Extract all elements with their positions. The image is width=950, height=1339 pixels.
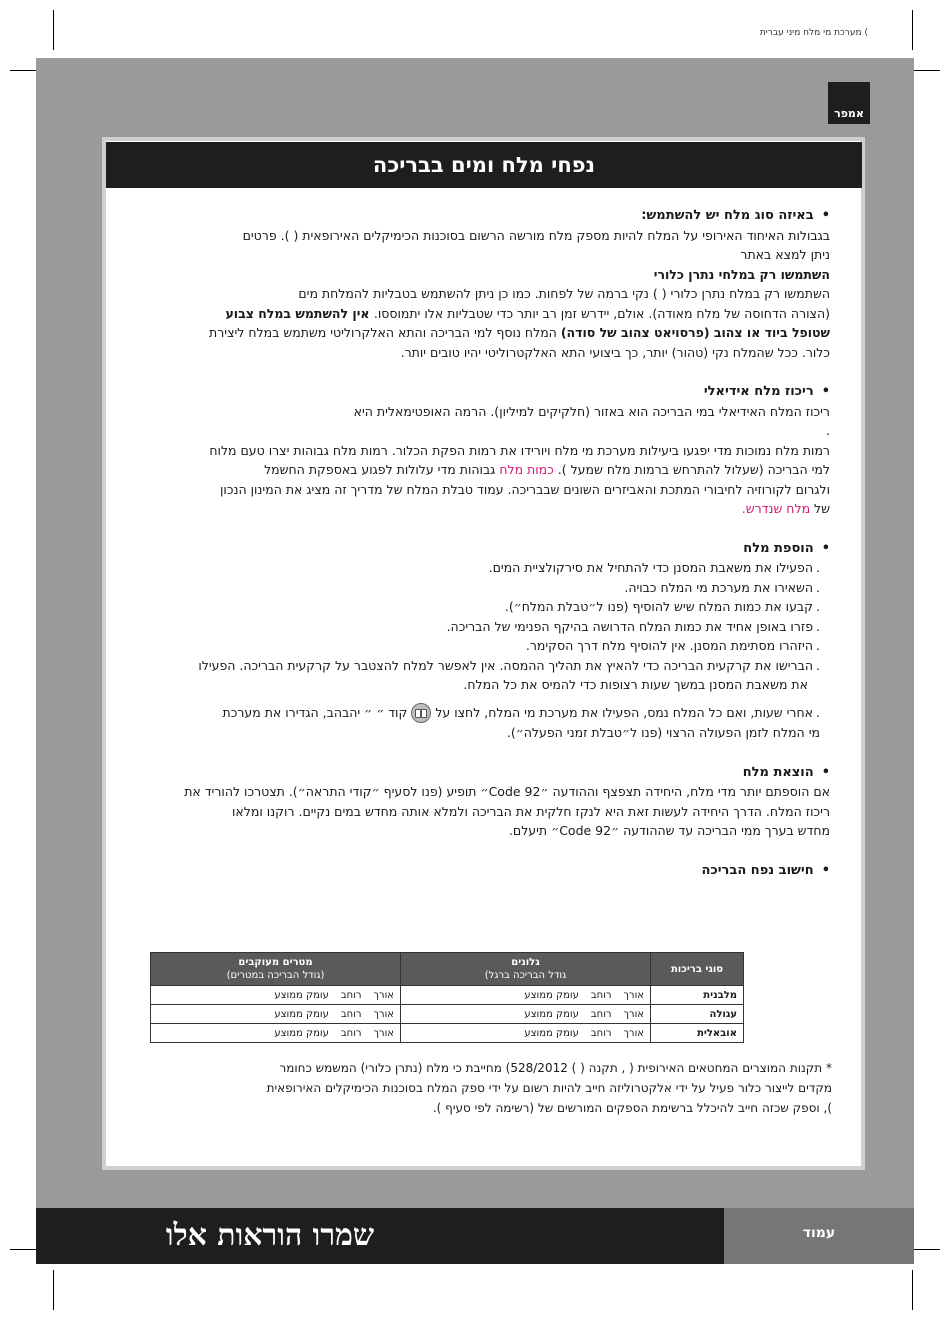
step-item: .קבעו את כמות המלח שיש להוסיף (פנו ל״טבלת המלח״). bbox=[504, 599, 820, 614]
crop-mark bbox=[53, 10, 54, 50]
meters-cell: אורך רוחב עומק ממוצע bbox=[151, 1005, 401, 1024]
pool-type-cell: מלבנית bbox=[651, 986, 744, 1005]
gallons-cell: אורך רוחב עומק ממוצע bbox=[401, 1024, 651, 1043]
pool-volume-table bbox=[150, 952, 744, 1043]
language-tab: אמפר bbox=[828, 82, 870, 124]
paragraph-line: של מלח שנדרש. bbox=[741, 501, 830, 516]
step-item-continued: מי המלח לזמן הפעולה הרצוי (פנו ל״טבלת זמני הפעלה״). bbox=[506, 725, 820, 740]
step-item: .השאירו את מערכת מי המלח כבויה. bbox=[624, 579, 820, 595]
pause-button-icon bbox=[411, 703, 431, 723]
paragraph-line: ולגרום לקורוזיה לחיבורי המתכת והאביזרים השונים שבבריכה. עמוד טבלת המלח של מדריך זה מציג את המינון הנכון bbox=[220, 481, 830, 497]
footnote-line: ), וספק שכזה חייב להיכלל ברשימת הספקים המורשים של (רשימה לפי סעיף ). bbox=[432, 1101, 832, 1115]
paragraph-line: כלור. ככל שהמלח נקי (טהור) יותר, כך ביצועי התא האלקטרוליטי יהיו טובים יותר. bbox=[400, 344, 830, 360]
page-number-label: עמוד bbox=[802, 1225, 836, 1241]
bullet-icon: • bbox=[821, 862, 830, 878]
crop-mark bbox=[53, 1270, 54, 1310]
step-item: .פזרו באופן אחיד את כמות המלח הדרושה בהיקף הפנימי של הבריכה. bbox=[446, 618, 820, 634]
running-header: ) מערכת מי מלח מיני עברית bbox=[759, 28, 868, 38]
bullet-icon: • bbox=[821, 208, 830, 223]
main-content bbox=[134, 206, 830, 880]
pool-type-cell: עגולה bbox=[651, 1005, 744, 1024]
page-title: נפחי מלח ומים בבריכה bbox=[106, 142, 862, 188]
column-header-type: סוגי בריכות bbox=[651, 953, 744, 986]
crop-mark bbox=[912, 1270, 913, 1310]
paragraph-line: למי הבריכה (שעלול להתרחש ברמות מלח שמעל ). כמות מלח גבוהות מדי עלולות לפגוע באספקת החשמל bbox=[264, 462, 830, 477]
footnote bbox=[150, 1058, 832, 1118]
footnote-line: מקדים לייצור כלור פעיל על ידי אלקטרוליזה חייב להיות רשום על ידי ספק המלח בסוכנות הכימיקלים האירופאית bbox=[266, 1081, 832, 1095]
paragraph-line: בגבולות האיחוד האירופי על המלח להיות מספק מלח מורשה הרשום בסוכנות הכימיקלים האירופאית ( ). פרטים bbox=[242, 227, 830, 243]
section-heading: •ריכוז מלח אידיאלי bbox=[134, 382, 830, 402]
meters-cell: אורך רוחב עומק ממוצע bbox=[151, 1024, 401, 1043]
bullet-icon: • bbox=[821, 540, 830, 556]
section-heading: •הוצאת מלח bbox=[134, 763, 830, 783]
column-header-gallons: גלונים גודל הבריכה ברגל) bbox=[401, 953, 651, 986]
step-item: .היזהרו מסתימת המסנן. אין להוסיף מלח דרך הסקימר. bbox=[525, 638, 820, 653]
paragraph-line: אם הוספתם יותר מדי מלח, היחידה תצפצף וההודעה ״Code 92״ תופיע (פנו לסעיף ״קודי התראה״). תצטרכו להוריד את bbox=[184, 784, 830, 799]
step-item: .אחרי שעות, ואם כל המלח נמס, הפעילו את מערכת מי המלח, לחצו עלקוד ״ ״ יהבהב, הגדירו את מערכת bbox=[134, 703, 830, 724]
table-row bbox=[151, 1024, 744, 1043]
paragraph-line: השתמשו רק במלח נתרן כלורי ( ) נקי ברמה של לפחות. כמו כן ניתן להשתמש בטבליות להמלחת מים bbox=[298, 286, 830, 301]
paragraph-line: מחדש בערך ממי הבריכה עד שההודעה ״Code 92״ תיעלם. bbox=[508, 823, 830, 838]
gallons-cell: אורך רוחב עומק ממוצע bbox=[401, 986, 651, 1005]
gallons-cell: אורך רוחב עומק ממוצע bbox=[401, 1005, 651, 1024]
step-item-continued: את משאבת המסנן במשך שעות רצופות כדי להמיס את כל המלח. bbox=[463, 677, 808, 692]
bullet-icon: • bbox=[821, 384, 830, 399]
paragraph-line: (הצורה הדחוסה של מלח מאודה). אולם, יידרש זמן רב יותר כדי שטבליות אלו יתמוססו. אין להשתמש במלח צבוע bbox=[225, 305, 830, 321]
meters-cell: אורך רוחב עומק ממוצע bbox=[151, 986, 401, 1005]
footer-slogan: שמרו הוראות אלו bbox=[165, 1218, 375, 1253]
paragraph-line: . bbox=[826, 423, 830, 438]
section-heading: •באיזה סוג מלח יש להשתמש: bbox=[134, 206, 830, 226]
step-item: .הברישו את קרקעית הבריכה כדי להאיץ את תהליך ההמסה. אין לאפשר למלח להצטבר על קרקעית הבריכה. הפעילו bbox=[198, 657, 820, 673]
paragraph-line: רמות מלח נמוכות מדי יפגעו ביעילות מערכת מי מלח ויורידו את רמות הפקת הכלור. רמות מלח גבוהות יצרו טעם מלוח bbox=[209, 442, 830, 458]
section-heading: •הוספת מלח bbox=[134, 539, 830, 559]
table-header-row bbox=[151, 953, 744, 986]
paragraph-line: ניתן למצא באתר bbox=[740, 247, 830, 262]
section-heading: •חישוב נפח הבריכה bbox=[134, 861, 830, 881]
table-row bbox=[151, 986, 744, 1005]
step-item: .הפעילו את משאבת המסנן כדי להתחיל את סירקולציית המים. bbox=[488, 560, 820, 575]
table-row bbox=[151, 1005, 744, 1024]
subheading: השתמשו רק במלחי נתרן כלורי bbox=[653, 266, 830, 282]
paragraph-line: ריכוז המלח. הדרך היחידה לעשות זאת היא לנקז חלקית את הבריכה ולמלא אותה מחדש במים נקיים. רוקנו ומלאו bbox=[232, 803, 830, 819]
column-header-meters: מטרים מעוקבים (גודל הבריכה במטרים) bbox=[151, 953, 401, 986]
paragraph-line: שטופל ביוד או צהוב (פרסויאט צהוב של סודה) המלח נוסף למי הבריכה והתא האלקרוליטי משתמש במלח ליצירת bbox=[209, 325, 830, 340]
footnote-line: * תקנות המוצרים המחטאים האירופית ( , תקנה ( ) 528/2012) מחייבת כי מלח (נתרן כלורי) המשמש כחומר bbox=[279, 1061, 832, 1075]
crop-mark bbox=[912, 10, 913, 50]
pool-type-cell: אובאלית bbox=[651, 1024, 744, 1043]
bullet-icon: • bbox=[821, 764, 830, 780]
paragraph-line: ריכוז המלח האידיאלי במי הבריכה הוא באזור (חלקיקים למיליון). הרמה האופטימאלית היא bbox=[353, 403, 830, 419]
